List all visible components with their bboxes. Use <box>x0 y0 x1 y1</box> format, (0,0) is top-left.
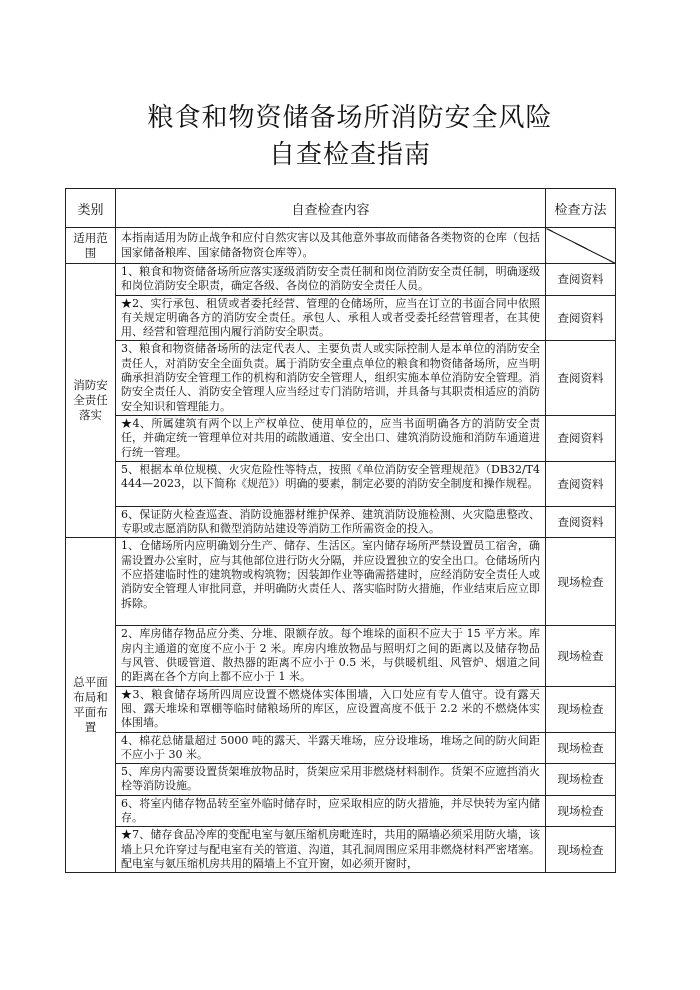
row-method: 现场检查 <box>546 626 616 686</box>
table-row <box>66 827 616 873</box>
table-row <box>66 686 616 732</box>
table-row <box>66 795 616 827</box>
document-title <box>0 100 700 174</box>
table-row <box>66 732 616 764</box>
table-row <box>66 461 616 506</box>
row-content: ★7、储存食品冷库的变配电室与氨压缩机房毗连时，共用的隔墙必须采用防火墙，该墙上只允许穿过与配电室有关的管道、沟道，其孔洞周围应采用非燃烧材料严密堵塞。配电室与氨压缩机房共用的隔墙上不宜开窗，如必须开窗时， <box>116 827 546 873</box>
row-content: ★3、粮食储存场所四周应设置不燃烧体实体围墙，入口处应有专人值守。设有露天囤、露天堆垛和罩棚等临时储粮场所的库区，应设置高度不低于 2.2 米的不燃烧体实体围墙。 <box>116 686 546 732</box>
row-content: 5、库房内需要设置货架堆放物品时，货架应采用非燃烧材料制作。货架不应遮挡消火栓等消防设施。 <box>116 764 546 796</box>
table-row <box>66 538 616 626</box>
row-method: 现场检查 <box>546 686 616 732</box>
scope-row <box>66 228 616 264</box>
table-row <box>66 415 616 461</box>
row-method: 现场检查 <box>546 764 616 796</box>
row-content: 4、棉花总储量超过 5000 吨的露天、半露天堆场，应分设堆场，堆场之间的防火间距不应小于 30 米。 <box>116 732 546 764</box>
scope-content: 本指南适用为防止战争和应付自然灾害以及其他意外事故而储备各类物资的仓库（包括国家储备粮库、国家储备物资仓库等）。 <box>116 228 546 264</box>
row-method: 查阅资料 <box>546 506 616 538</box>
row-content: 3、粮食和物资储备场所的法定代表人、主要负责人或实际控制人是本单位的消防安全责任人，对消防安全全面负责。属于消防安全重点单位的粮食和物资储备场所，应当明确承担消防安全管理工作的机构和消防安全管理人，组织实施本单位消防安全管理。消防安全责任人、消防安全管理人应当经过专门消防培训，并具备与其职责相适应的消防安全知识和管理能力。 <box>116 341 546 415</box>
title-line-1: 粮食和物资储备场所消防安全风险 <box>147 103 553 133</box>
row-method: 查阅资料 <box>546 295 616 341</box>
table-row <box>66 626 616 686</box>
row-content: ★4、所属建筑有两个以上产权单位、使用单位的，应当书面明确各方的消防安全责任，并确定统一管理单位对共用的疏散通道、安全出口、建筑消防设施和消防车通道进行统一管理。 <box>116 415 546 461</box>
table-row <box>66 264 616 296</box>
table-row <box>66 295 616 341</box>
row-method: 查阅资料 <box>546 341 616 415</box>
table-row <box>66 764 616 796</box>
row-content: 5、根据本单位规模、火灾危险性等特点，按照《单位消防安全管理规范》（DB32/T4444—2023，以下简称《规范》）明确的要素，制定必要的消防安全制度和操作规程。 <box>116 461 546 506</box>
title-line-2: 自查检查指南 <box>268 140 431 170</box>
row-method: 现场检查 <box>546 795 616 827</box>
row-method: 查阅资料 <box>546 415 616 461</box>
row-content: 1、粮食和物资储备场所应落实逐级消防安全责任制和岗位消防安全责任制，明确逐级和岗位消防安全职责，确定各级、各岗位的消防安全责任人员。 <box>116 264 546 296</box>
row-method: 现场检查 <box>546 827 616 873</box>
row-method: 现场检查 <box>546 538 616 626</box>
table-row <box>66 506 616 538</box>
scope-category: 适用范围 <box>66 228 116 264</box>
row-method: 查阅资料 <box>546 461 616 506</box>
checklist-table <box>65 188 616 873</box>
header-method: 检查方法 <box>546 189 616 228</box>
section2-category: 总平面布局和平面布置 <box>66 538 116 873</box>
section1-category: 消防安全责任落实 <box>66 264 116 538</box>
header-content: 自查检查内容 <box>116 189 546 228</box>
row-content: 2、库房储存物品应分类、分堆、限额存放。每个堆垛的面积不应大于 15 平方米。库房内主通道的宽度不应小于 2 米。库房内堆放物品与照明灯之间的距离以及储存物品与风管、供暖管道、散热器的距离不应小于 0.5 米，与供暖机组、风管炉、烟道之间的距离在各个方向上都不应小于 1 米。 <box>116 626 546 686</box>
row-content: 1、仓储场所内应明确划分生产、储存、生活区。室内储存场所严禁设置员工宿舍，确需设置办公室时，应与其他部位进行防火分隔，并应设置独立的安全出口。仓储场所内不应搭建临时性的建筑物或构筑物；因装卸作业等确需搭建时，应经消防安全责任人或消防安全管理人审批同意，并明确防火责任人、落实临时防火措施，作业结束后应立即拆除。 <box>116 538 546 626</box>
scope-method-diagonal <box>546 228 616 264</box>
row-content: 6、保证防火检查巡查、消防设施器材维护保养、建筑消防设施检测、火灾隐患整改、专职或志愿消防队和微型消防站建设等消防工作所需资金的投入。 <box>116 506 546 538</box>
row-method: 查阅资料 <box>546 264 616 296</box>
row-content: 6、将室内储存物品转至室外临时储存时，应采取相应的防火措施，并尽快转为室内储存。 <box>116 795 546 827</box>
row-content: ★2、实行承包、租赁或者委托经营、管理的仓储场所，应当在订立的书面合同中依照有关规定明确各方的消防安全责任。承包人、承租人或者受委托经营管理者，在其使用、经营和管理范围内履行消防安全职责。 <box>116 295 546 341</box>
table-header-row <box>66 189 616 228</box>
row-method: 现场检查 <box>546 732 616 764</box>
table-row <box>66 341 616 415</box>
header-category: 类别 <box>66 189 116 228</box>
